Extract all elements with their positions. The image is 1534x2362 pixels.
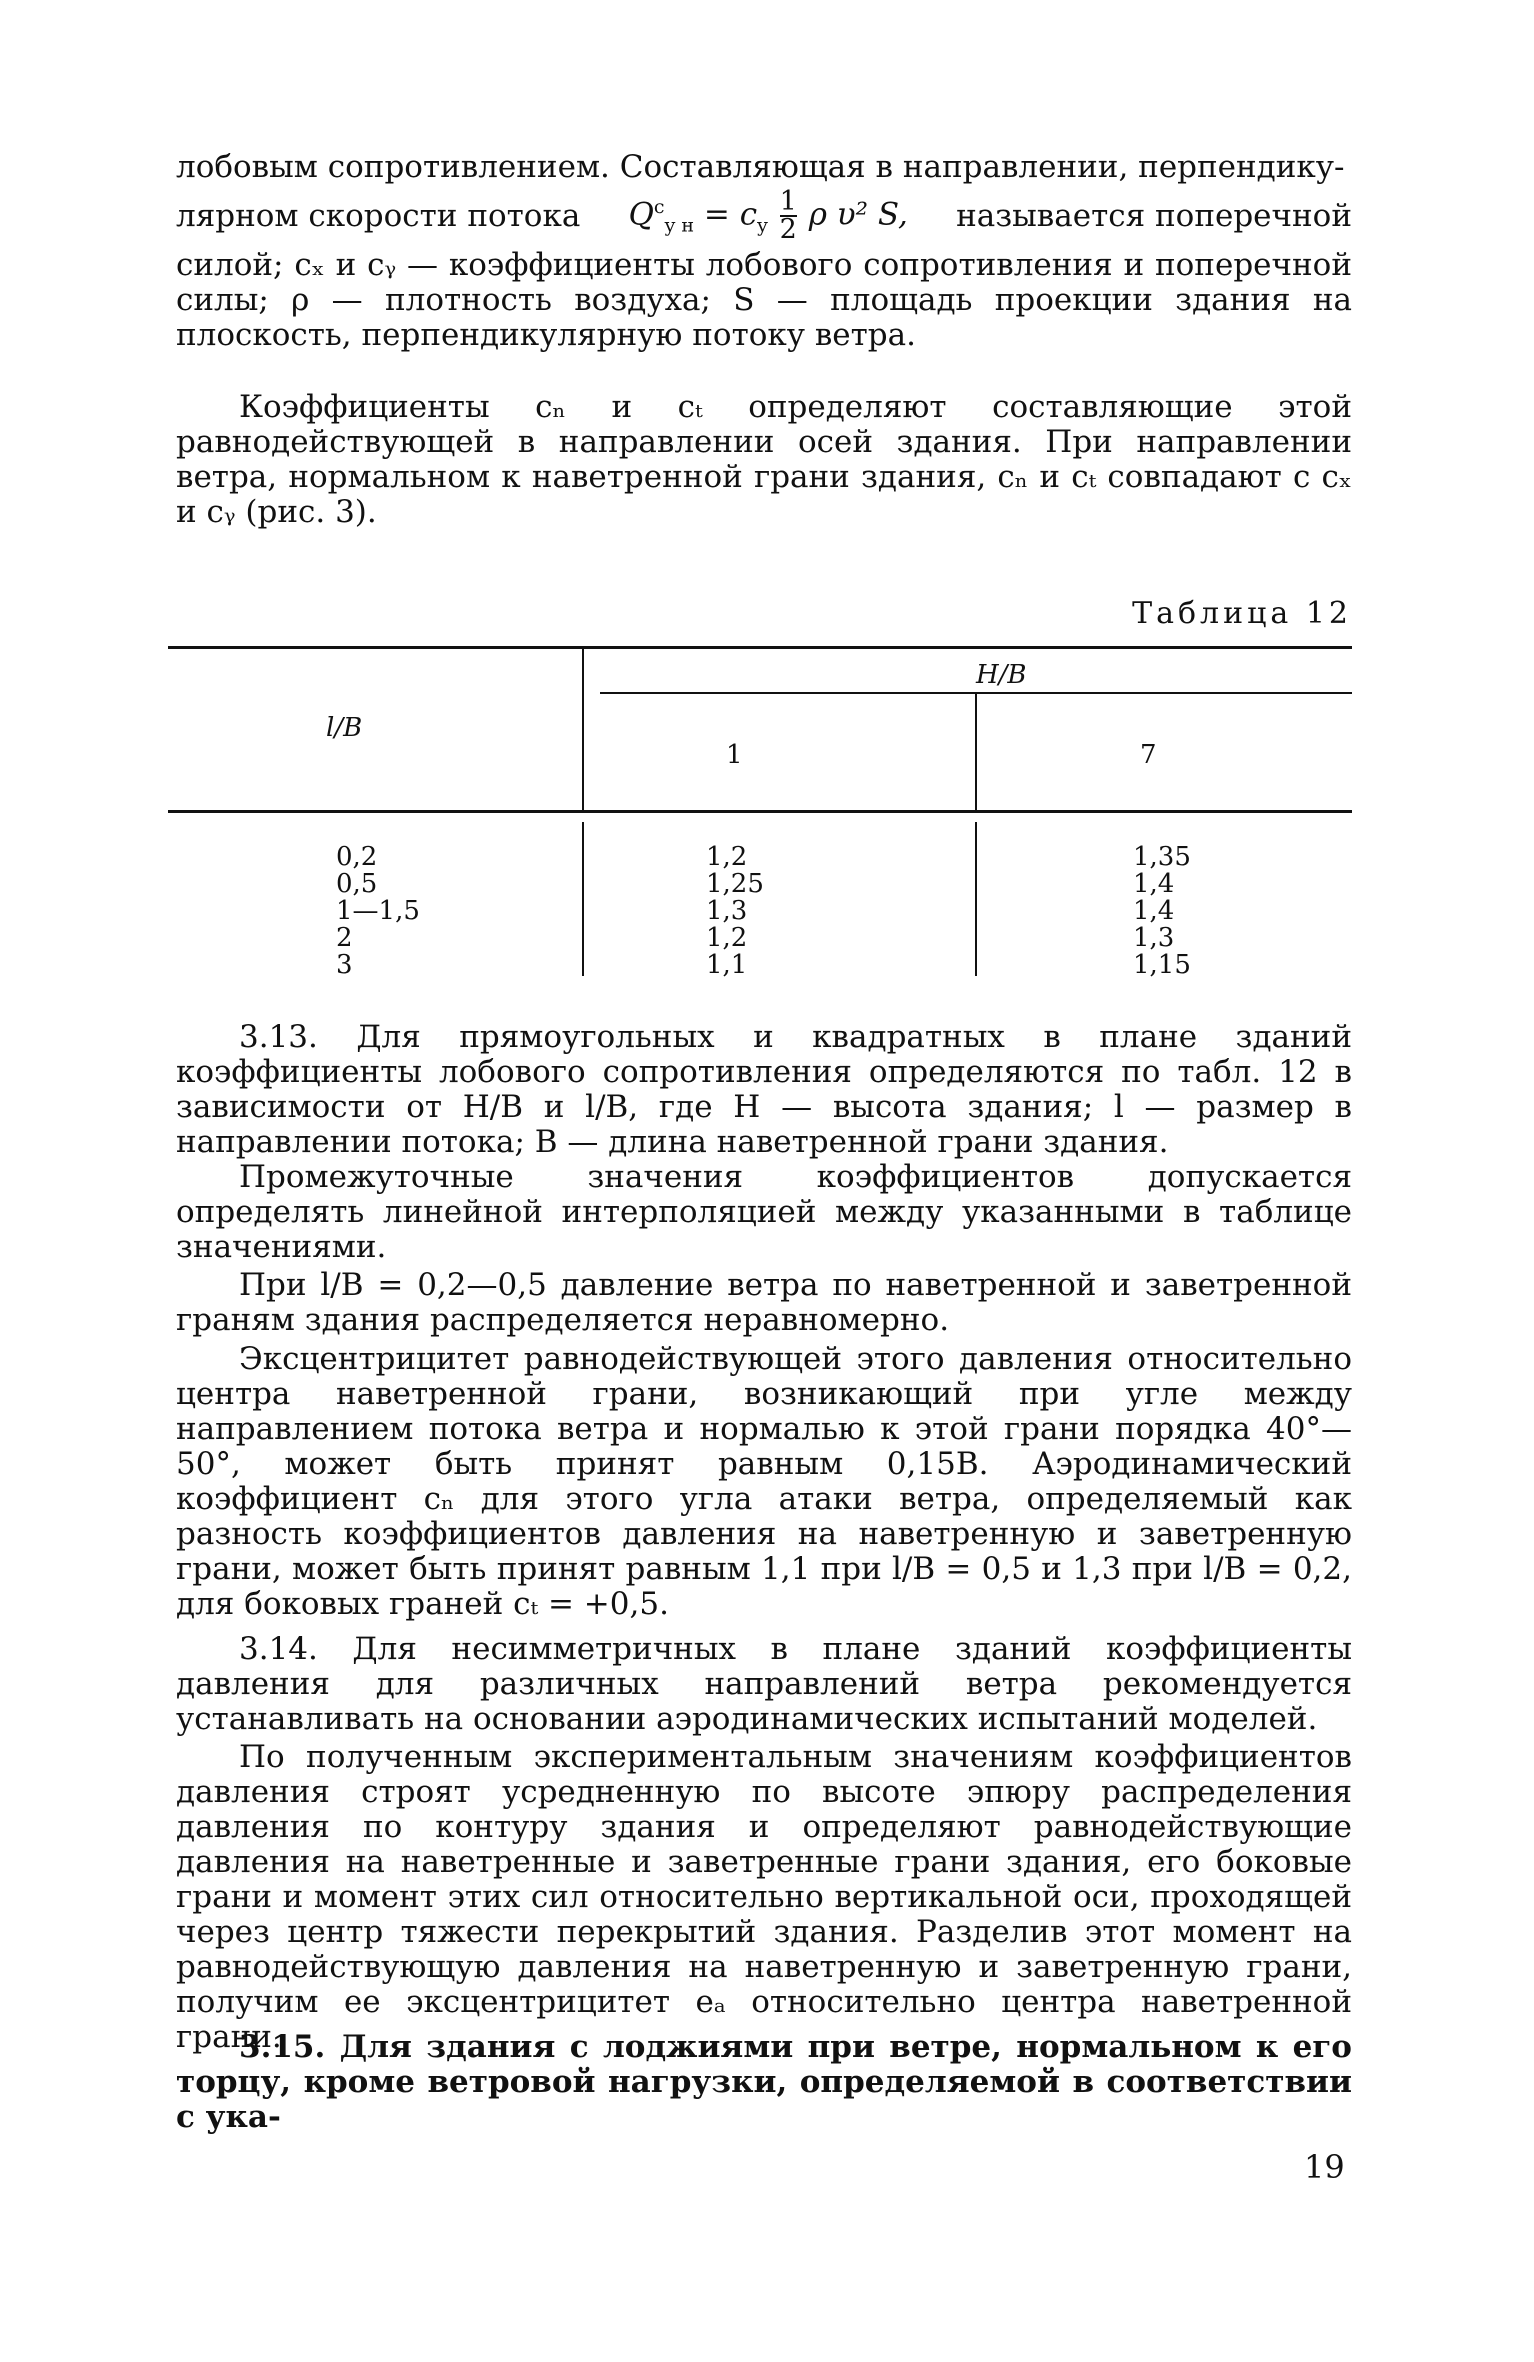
text-block: силой; cₓ и cᵧ — коэффициенты лобового сопротивления и поперечной силы; ρ — плотность воздуха; S — площадь проекции здания на плоскость, перпендикулярную потоку ветра.: [176, 246, 1352, 353]
paragraph-3-13: 3.13. Для прямоугольных и квадратных в плане зданий коэффициенты лобового сопротивления определяются по табл. 12 в зависимости от H/B и l/B, где H — высота здания; l — размер в направлении потока; B — длина наветренной грани здания.: [176, 1019, 1352, 1160]
col-7-values: [1133, 844, 1253, 979]
formula-rest: ρ υ² S,: [808, 196, 908, 233]
page-number: 19: [1304, 2148, 1345, 2186]
formula-sub: y н: [664, 214, 694, 237]
text-fragment: называется поперечной: [956, 197, 1352, 234]
paragraph-top: [176, 150, 1352, 353]
formula-line: [176, 186, 1352, 245]
table-caption: Таблица 12: [1132, 596, 1352, 631]
fraction-numerator: 1: [779, 186, 797, 217]
table-cell: 1,15: [1133, 950, 1191, 980]
paragraph-3-15: 3.15. Для здания с лоджиями при ветре, нормальном к его торцу, кроме ветровой нагрузки, определяемой в соответствии с ука-: [176, 2029, 1352, 2135]
paragraph-3-13-c: При l/B = 0,2—0,5 давление ветра по наветренной и заветренной граням здания распределяется неравномерно.: [176, 1267, 1352, 1338]
table-cell: 1,4: [1133, 869, 1175, 899]
table-cell: 1,1: [706, 950, 748, 980]
table-cell: 1,4: [1133, 896, 1175, 926]
table-vrule-2: [975, 694, 977, 810]
table-vrule-4: [975, 822, 977, 976]
table-top-rule: [168, 646, 1352, 649]
table-vrule-1: [582, 646, 584, 810]
paragraph-3-14-b: По полученным экспериментальным значениям коэффициентов давления строят усредненную по высоте эпюру распределения давления по контуру здания и определяют равнодействующие давления на наветренные и заветренные грани здания, его боковые грани и момент этих сил относительно вертикальной оси, проходящей через центр тяжести перекрытий здания. Разделив этот момент на равнодействующую давления на наветренную и заветренную грани, получим ее эксцентрицитет eₐ относительно центра наветренной грани.: [176, 1739, 1352, 2055]
fraction-denominator: 2: [779, 214, 797, 245]
paragraph-3-14: 3.14. Для несимметричных в плане зданий коэффициенты давления для различных направлений ветра рекомендуется устанавливать на основании аэродинамических испытаний моделей.: [176, 1631, 1352, 1737]
table-cell: 1,3: [706, 896, 748, 926]
table-cell: 0,2: [336, 842, 378, 872]
formula: [628, 186, 908, 245]
col-lb-values: [336, 844, 456, 979]
table-header-rule: [168, 810, 1352, 813]
row-header: l/B: [326, 713, 363, 743]
col-header-7: 7: [1140, 740, 1157, 770]
formula-c-sub: y: [757, 214, 768, 237]
table-cell: 1—1,5: [336, 896, 420, 926]
table-cell: 0,5: [336, 869, 378, 899]
paragraph-3-13-b: Промежуточные значения коэффициентов допускается определять линейной интерполяцией между указанными в таблице значениями.: [176, 1159, 1352, 1265]
paragraph-2: Коэффициенты cₙ и cₜ определяют составляющие этой равнодействующей в направлении осей здания. При направлении ветра, нормальном к наветренной грани здания, cₙ и cₜ совпадают с cₓ и cᵧ (рис. 3).: [176, 389, 1352, 530]
table-cell: 1,35: [1133, 842, 1191, 872]
col-group-header: H/B: [976, 660, 1027, 690]
table-cell: 3: [336, 950, 353, 980]
formula-q: Q: [628, 196, 654, 233]
col-header-1: 1: [726, 740, 743, 770]
table-cell: 1,2: [706, 923, 748, 953]
table-vrule-3: [582, 822, 584, 976]
text-fragment: лярном скорости потока: [176, 197, 581, 234]
formula-eq: = c: [703, 196, 758, 233]
col-1-values: [706, 844, 826, 979]
text-line: лобовым сопротивлением. Составляющая в направлении, перпендику-: [176, 149, 1345, 185]
table-cell: 2: [336, 923, 353, 953]
table-cell: 1,2: [706, 842, 748, 872]
fraction: [779, 186, 797, 245]
formula-sup: c: [653, 196, 665, 219]
table-cell: 1,25: [706, 869, 764, 899]
paragraph-3-13-d: Эксцентрицитет равнодействующей этого давления относительно центра наветренной грани, возникающий при угле между направлением потока ветра и нормалью к этой грани порядка 40°—50°, может быть принят равным 0,15B. Аэродинамический коэффициент cₙ для этого угла атаки ветра, определяемый как разность коэффициентов давления на наветренную и заветренную грани, может быть принят равным 1,1 при l/B = 0,5 и 1,3 при l/B = 0,2, для боковых граней cₜ = +0,5.: [176, 1341, 1352, 1622]
table-cell: 1,3: [1133, 923, 1175, 953]
